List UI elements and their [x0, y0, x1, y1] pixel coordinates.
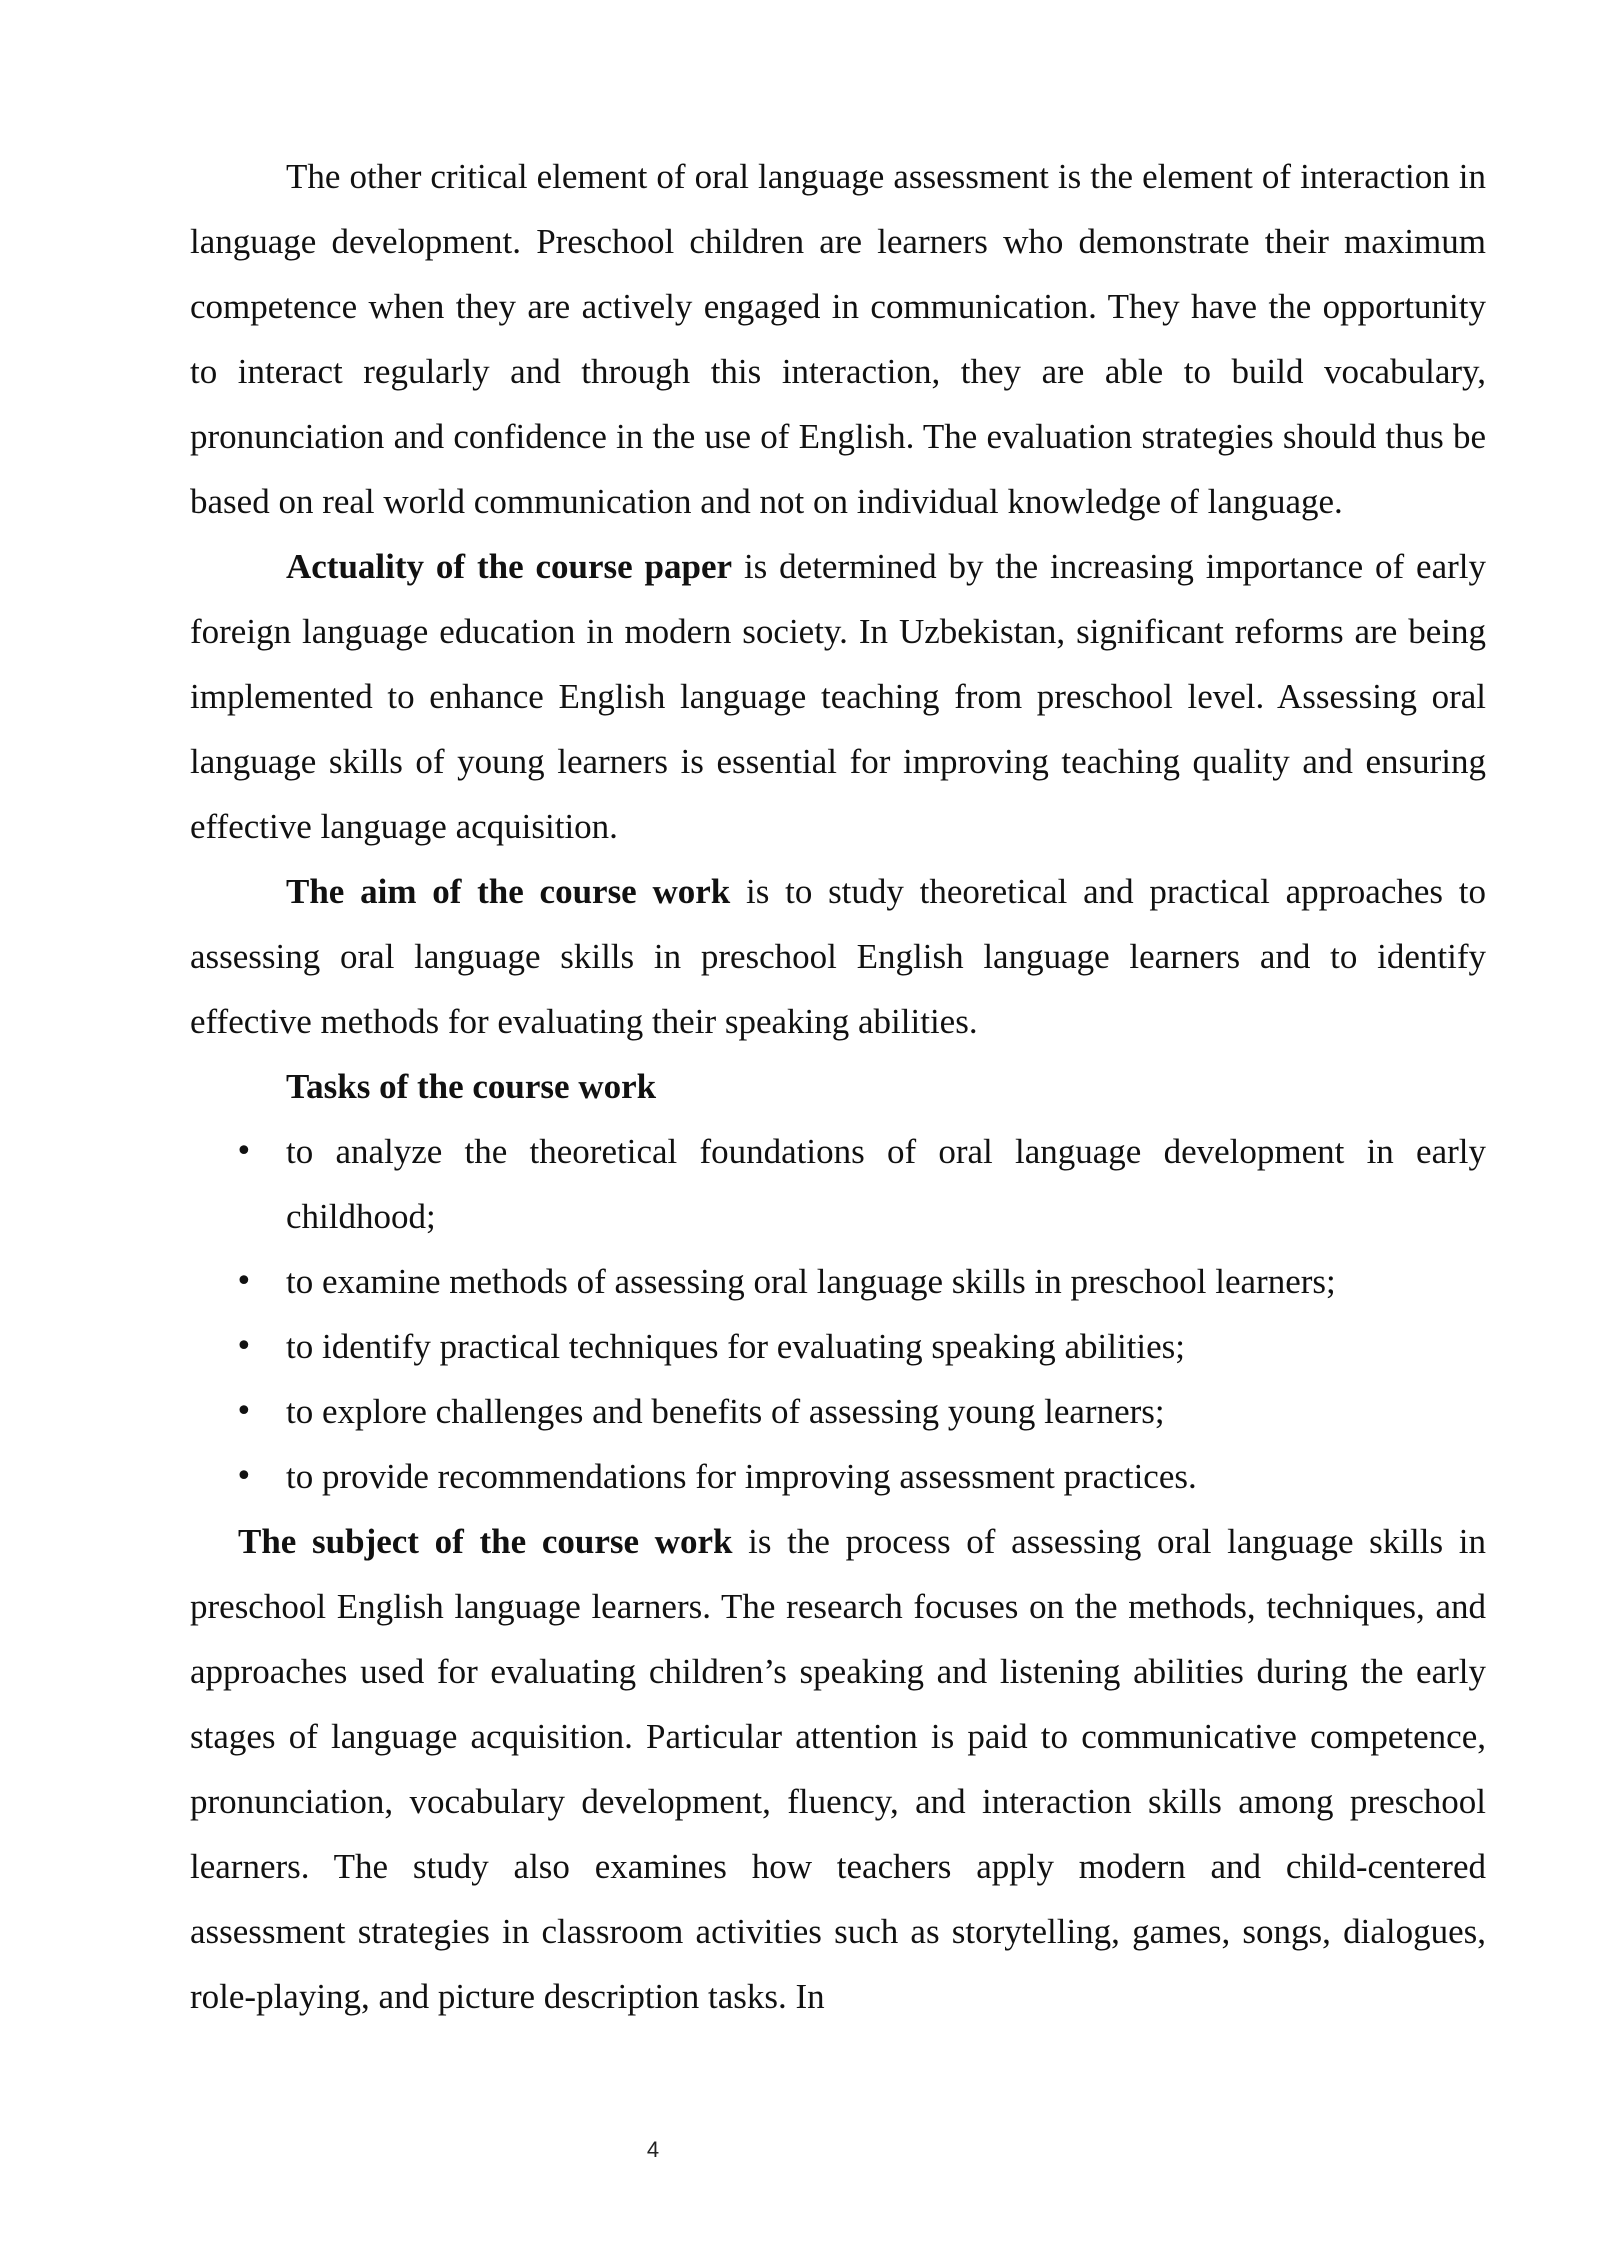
paragraph-aim	[190, 859, 1486, 1054]
paragraph-subject	[190, 1509, 1486, 2029]
actuality-heading: Actuality of the course paper	[286, 547, 733, 586]
task-text: to provide recommendations for improving assessment practices.	[286, 1457, 1197, 1496]
task-item	[190, 1444, 1486, 1509]
bullet-icon: •	[235, 1459, 253, 1494]
task-item	[190, 1249, 1486, 1314]
task-text: to analyze the theoretical foundations of oral language development in early childhood;	[286, 1132, 1486, 1236]
tasks-heading: Tasks of the course work	[286, 1067, 657, 1106]
bullet-icon: •	[235, 1329, 253, 1364]
aim-heading: The aim of the course work	[286, 872, 731, 911]
task-text: to identify practical techniques for evaluating speaking abilities;	[286, 1327, 1186, 1366]
task-item	[190, 1119, 1486, 1249]
aim-text: is to study theoretical and practical approaches to assessing oral language skills in preschool English language learners and to identify effective methods for evaluating their speaking abilities.	[190, 872, 1486, 1041]
actuality-text: is determined by the increasing importance of early foreign language education in modern society. In Uzbekistan, significant reforms are being implemented to enhance English language teaching from preschool level. Assessing oral language skills of young learners is essential for improving teaching quality and ensuring effective language acquisition.	[190, 547, 1486, 846]
bullet-icon: •	[235, 1134, 253, 1169]
page-body	[190, 144, 1486, 2029]
bullet-icon: •	[235, 1394, 253, 1429]
subject-heading: The subject of the course work	[238, 1522, 733, 1561]
task-text: to examine methods of assessing oral language skills in preschool learners;	[286, 1262, 1336, 1301]
page-number: 4	[646, 2137, 660, 2162]
paragraph-actuality	[190, 534, 1486, 859]
subject-text: is the process of assessing oral language skills in preschool English language learners. The research focuses on the methods, techniques, and approaches used for evaluating children’s speaking and listening abilities during the early stages of language acquisition. Particular attention is paid to communicative competence, pronunciation, vocabulary development, fluency, and interaction skills among preschool learners. The study also examines how teachers apply modern and child-centered assessment strategies in classroom activities such as storytelling, games, songs, dialogues, role-playing, and picture description tasks. In	[190, 1522, 1486, 2016]
task-item	[190, 1314, 1486, 1379]
bullet-icon: •	[235, 1264, 253, 1299]
task-text: to explore challenges and benefits of assessing young learners;	[286, 1392, 1165, 1431]
task-item	[190, 1379, 1486, 1444]
tasks-list	[190, 1119, 1486, 1509]
paragraph-interaction: The other critical element of oral language assessment is the element of interaction in language development. Preschool children are learners who demonstrate their maximum competence when they are actively engaged in communication. They have the opportunity to interact regularly and through this interaction, they are able to build vocabulary, pronunciation and confidence in the use of English. The evaluation strategies should thus be based on real world communication and not on individual knowledge of language.	[190, 157, 1486, 521]
